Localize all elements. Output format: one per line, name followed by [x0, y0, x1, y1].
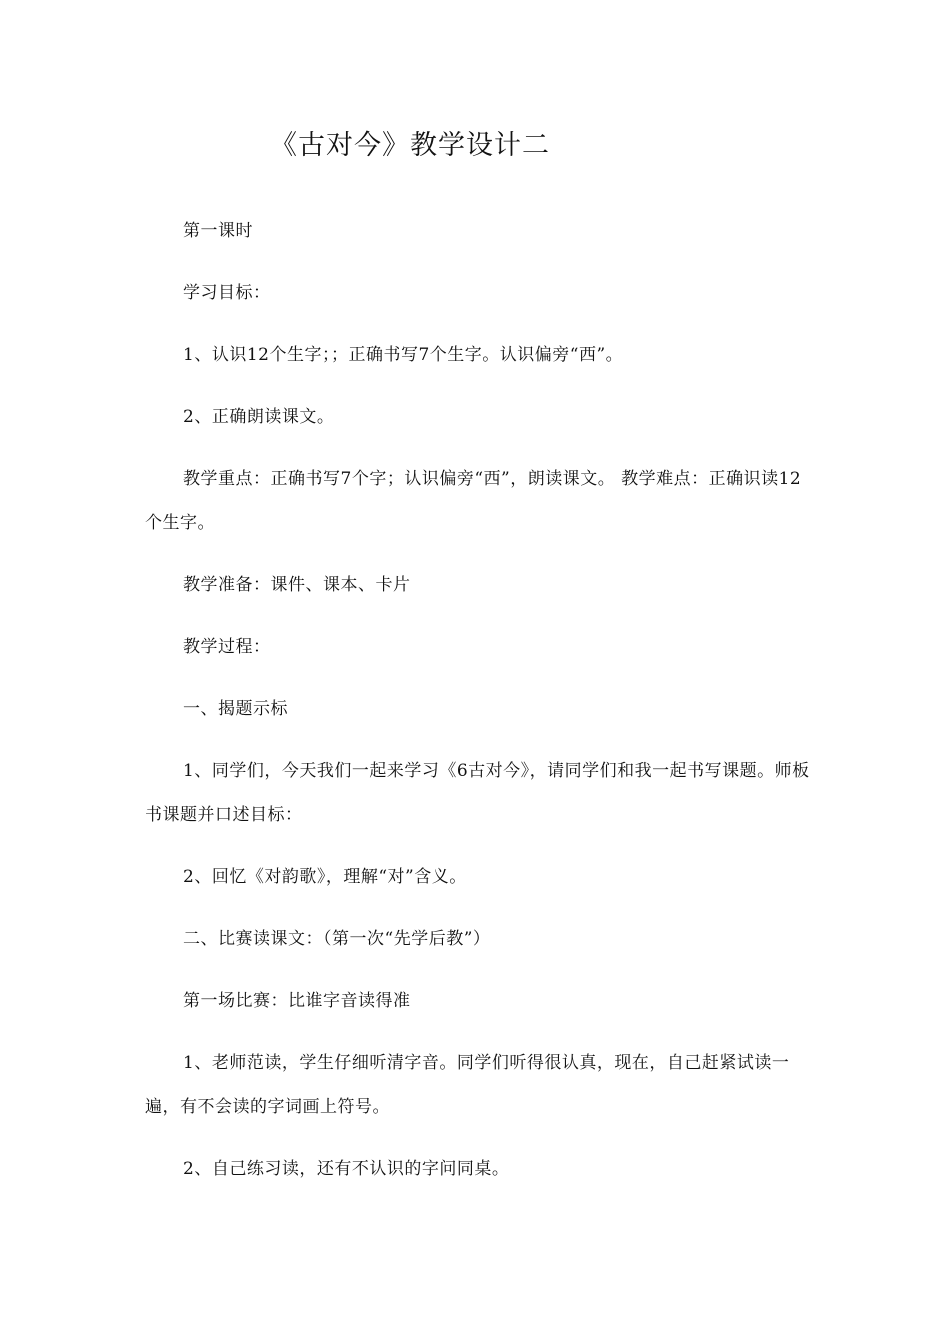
paragraph-goal-2: 2、正确朗读课文。 — [183, 407, 335, 427]
paragraph-section-1-item-2: 2、回忆《对韵歌》，理解“对”含义。 — [183, 867, 467, 887]
paragraph-first-contest: 第一场比赛：比谁字音读得准 — [183, 991, 411, 1011]
paragraph-goal-1: 1、认识12个生字；；正确书写7个生字。认识偏旁“西”。 — [183, 345, 624, 365]
paragraph-key-and-difficult-points: 教学重点：正确书写7个字；认识偏旁“西”，朗读课文。 教学难点：正确识读12个生字。 — [145, 469, 802, 533]
document-title: 《古对今》教学设计二 — [270, 130, 550, 161]
paragraph-lesson-period: 第一课时 — [183, 221, 253, 241]
paragraph-section-2-heading: 二、比赛读课文：（第一次“先学后教”） — [183, 929, 491, 949]
paragraph-teaching-preparation: 教学准备：课件、课本、卡片 — [183, 575, 411, 595]
paragraph-contest-item-1: 1、老师范读，学生仔细听清字音。同学们听得很认真，现在，自己赶紧试读一遍，有不会读的字词画上符号。 — [145, 1053, 790, 1117]
paragraph-contest-item-2: 2、自己练习读，还有不认识的字问同桌。 — [183, 1159, 510, 1179]
paragraph-section-1-heading: 一、揭题示标 — [183, 699, 288, 719]
paragraph-section-1-item-1: 1、同学们，今天我们一起来学习《6古对今》，请同学们和我一起书写课题。师板书课题并口述目标： — [145, 761, 810, 825]
paragraph-learning-goals-heading: 学习目标： — [183, 283, 271, 303]
paragraph-teaching-process-heading: 教学过程： — [183, 637, 271, 657]
